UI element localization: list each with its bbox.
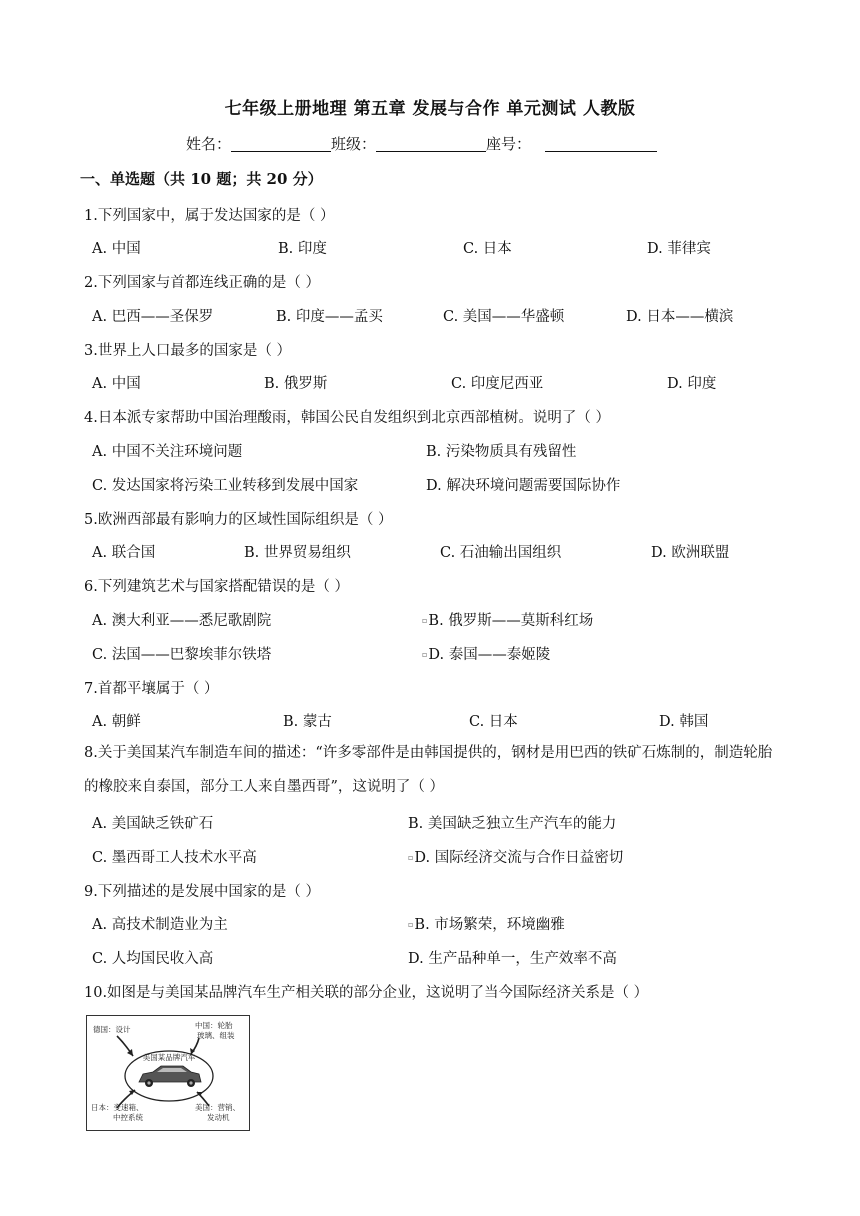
option-c[interactable]: C. 墨西哥工人技术水平高 — [92, 850, 257, 866]
option-d[interactable]: D. 欧洲联盟 — [651, 545, 730, 561]
seat-blank[interactable] — [545, 137, 657, 152]
option-b[interactable]: B. 印度——孟买 — [276, 309, 383, 325]
option-b[interactable]: B. 世界贸易组织 — [244, 545, 351, 561]
option-c[interactable]: C. 发达国家将污染工业转移到发展中国家 — [92, 478, 359, 494]
option-c[interactable]: C. 印度尼西亚 — [451, 376, 544, 392]
label-china-2: 玻璃、组装 — [197, 1031, 235, 1040]
option-d[interactable]: D. 韩国 — [659, 714, 709, 730]
option-d[interactable] — [408, 846, 623, 867]
question-stem: 8.关于美国某汽车制造车间的描述：“许多零部件是由韩国提供的，钢材是用巴西的铁矿石炼制的，制造轮胎的橡胶来自泰国，部分工人来自墨西哥”，这说明了（ ） — [84, 745, 773, 795]
option-b[interactable]: B. 俄罗斯 — [264, 376, 328, 392]
figure-center-label: 美国某品牌汽车 — [142, 1053, 196, 1062]
option-c[interactable]: C. 美国——华盛顿 — [443, 309, 565, 325]
anchor-mark-icon: ▫ — [422, 650, 428, 659]
anchor-mark-icon: ▫ — [422, 616, 428, 625]
section-heading: 一、单选题（共 10 题；共 20 分） — [80, 170, 323, 188]
option-b-text: B. 俄罗斯——莫斯科红场 — [428, 613, 594, 629]
option-c[interactable]: C. 日本 — [463, 241, 512, 257]
page-title: 七年级上册地理 第五章 发展与合作 单元测试 人教版 — [224, 99, 636, 119]
label-japan-2: 中控系统 — [113, 1113, 143, 1122]
option-a[interactable]: A. 联合国 — [92, 545, 156, 561]
option-c[interactable]: C. 石油输出国组织 — [440, 545, 562, 561]
label-usa-1: 美国：营销、 — [195, 1103, 240, 1112]
option-d[interactable]: D. 生产品种单一，生产效率不高 — [408, 951, 617, 967]
label-japan-1: 日本：变速箱、 — [91, 1103, 144, 1112]
option-d-text: D. 泰国——泰姬陵 — [428, 647, 551, 663]
option-b[interactable] — [408, 913, 565, 934]
anchor-mark-icon: ▫ — [408, 853, 414, 862]
option-b-text: B. 市场繁荣，环境幽雅 — [414, 917, 565, 933]
question-stem: 4.日本派专家帮助中国治理酸雨，韩国公民自发组织到北京西部植树。说明了（ ） — [84, 410, 610, 426]
option-a[interactable]: A. 澳大利亚——悉尼歌剧院 — [92, 613, 272, 629]
car-icon — [139, 1066, 201, 1087]
option-a[interactable]: A. 朝鲜 — [92, 714, 141, 730]
option-b[interactable]: B. 污染物质具有残留性 — [426, 444, 577, 460]
question-stem: 10.如图是与美国某品牌汽车生产相关联的部分企业，这说明了当今国际经济关系是（ ） — [84, 985, 649, 1001]
seat-label: 座号： — [486, 135, 532, 153]
figure-diagram — [87, 1016, 249, 1130]
option-c[interactable]: C. 人均国民收入高 — [92, 951, 214, 967]
question-stem: 1.下列国家中，属于发达国家的是（ ） — [84, 208, 335, 224]
option-d-text: D. 国际经济交流与合作日益密切 — [414, 850, 624, 866]
option-a[interactable]: A. 巴西——圣保罗 — [92, 309, 214, 325]
question-stem: 7.首都平壤属于（ ） — [84, 681, 219, 697]
class-label: 班级： — [331, 135, 377, 153]
question-stem: 5.欧洲西部最有影响力的区域性国际组织是（ ） — [84, 512, 393, 528]
option-a[interactable]: A. 高技术制造业为主 — [92, 917, 228, 933]
option-a[interactable]: A. 中国 — [92, 376, 141, 392]
name-label: 姓名： — [186, 135, 232, 153]
option-b[interactable]: B. 美国缺乏独立生产汽车的能力 — [408, 816, 617, 832]
option-a[interactable]: A. 中国不关注环境问题 — [92, 444, 243, 460]
label-china-1: 中国：轮胎 — [195, 1021, 233, 1030]
option-d[interactable]: D. 日本——横滨 — [626, 309, 734, 325]
option-d[interactable]: D. 菲律宾 — [647, 241, 711, 257]
option-c[interactable]: C. 法国——巴黎埃菲尔铁塔 — [92, 647, 272, 663]
option-d[interactable]: D. 解决环境问题需要国际协作 — [426, 478, 621, 494]
label-germany: 德国：设计 — [93, 1025, 131, 1034]
question-stem: 6.下列建筑艺术与国家搭配错误的是（ ） — [84, 579, 349, 595]
student-info-line — [186, 133, 657, 154]
question-stem: 3.世界上人口最多的国家是（ ） — [84, 343, 291, 359]
option-d[interactable] — [422, 643, 550, 664]
question-stem: 2.下列国家与首都连线正确的是（ ） — [84, 275, 320, 291]
name-blank[interactable] — [231, 137, 331, 152]
option-b[interactable]: B. 蒙古 — [283, 714, 332, 730]
anchor-mark-icon: ▫ — [408, 920, 414, 929]
question-stem: 9.下列描述的是发展中国家的是（ ） — [84, 884, 320, 900]
option-b[interactable] — [422, 609, 593, 630]
car-production-figure — [86, 1015, 250, 1131]
option-d[interactable]: D. 印度 — [667, 376, 717, 392]
option-b[interactable]: B. 印度 — [278, 241, 327, 257]
class-blank[interactable] — [376, 137, 486, 152]
option-a[interactable]: A. 美国缺乏铁矿石 — [92, 816, 214, 832]
label-usa-2: 发动机 — [207, 1113, 230, 1122]
option-a[interactable]: A. 中国 — [92, 241, 141, 257]
option-c[interactable]: C. 日本 — [469, 714, 518, 730]
